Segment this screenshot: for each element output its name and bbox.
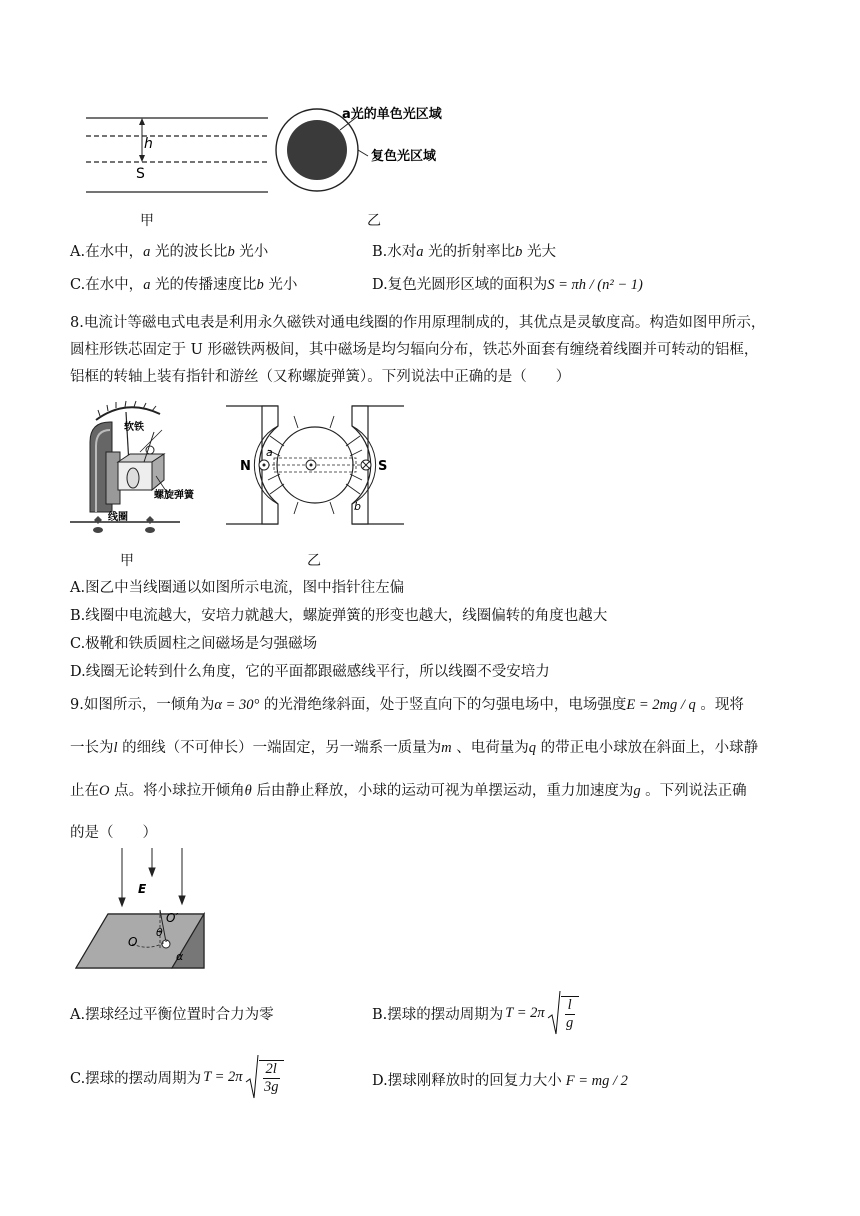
q7-option-c: C.在水中，a 光的传播速度比b 光小 xyxy=(70,277,298,293)
q9-option-c: C.摆球的摆动周期为 T = 2π 2l 3g xyxy=(70,1054,284,1100)
q8-fig1-label-spring: 螺旋弹簧 xyxy=(154,490,194,501)
q7-caption-yi: 乙 xyxy=(367,213,381,229)
q8-stem-line1: 8.电流计等磁电式电表是利用永久磁铁对通电线圈的作用原理制成的，其优点是灵敏度高。构造如图甲所示， xyxy=(70,315,766,331)
q8-fig2-N: N xyxy=(240,459,251,474)
q9-option-a: A.摆球经过平衡位置时合力为零 xyxy=(70,1007,274,1023)
q9-figure xyxy=(72,844,212,974)
q7-option-a: A.在水中，a 光的波长比b 光小 xyxy=(70,244,269,260)
q9-fig-O1: O′ xyxy=(166,911,179,925)
q8-caption-yi: 乙 xyxy=(307,553,321,569)
q8-option-c: C.极靴和铁质圆柱之间磁场是匀强磁场 xyxy=(70,636,318,652)
q7-fig1-h-label: h xyxy=(144,136,153,152)
q8-figure-yi xyxy=(222,398,408,534)
q8-caption-jia: 甲 xyxy=(120,553,134,569)
q7-fig2-label-a: a光的单色光区域 xyxy=(342,107,442,122)
q7-caption-jia: 甲 xyxy=(140,213,154,229)
q7-fig2-label-mix: 复色光区域 xyxy=(371,149,437,164)
q9-fig-alpha: α xyxy=(176,950,184,963)
q9-fig-theta: θ xyxy=(156,926,163,939)
q8-fig1-label-iron: 软铁 xyxy=(124,422,144,433)
q8-stem-line2: 圆柱形铁芯固定于 U 形磁铁两极间，其中磁场是均匀辐向分布，铁芯外面套有缠绕着线圈并可转动的铝框， xyxy=(70,342,759,358)
q9-stem-line3: 止在O 点。将小球拉开倾角θ 后由静止释放，小球的运动可视为单摆运动，重力加速度为g 。下列说法正确 xyxy=(70,783,747,799)
q7-fig1-s-label: S xyxy=(136,166,145,182)
q7-option-d: D.复色光圆形区域的面积为S = πh / (n² − 1) xyxy=(372,277,643,293)
q8-option-d: D.线圈无论转到什么角度，它的平面都跟磁感线平行，所以线圈不受安培力 xyxy=(70,664,550,680)
q9-stem-line1: 9.如图所示，一倾角为α = 30° 的光滑绝缘斜面，处于竖直向下的匀强电场中，电场强度E = 2mg / q 。现将 xyxy=(70,697,744,713)
q8-fig2-S: S xyxy=(378,459,388,474)
q8-option-b: B.线圈中电流越大，安培力就越大，螺旋弹簧的形变也越大，线圈偏转的角度也越大 xyxy=(70,608,608,624)
q7-figure-yi xyxy=(270,98,460,198)
q8-fig1-label-coil: 线圈 xyxy=(108,512,128,523)
q9-option-d: D.摆球刚释放时的回复力大小 F = mg / 2 xyxy=(372,1073,628,1089)
q7-option-b: B.水对a 光的折射率比b 光大 xyxy=(372,244,556,260)
q8-figure-jia xyxy=(70,392,220,540)
q8-stem-line3: 铝框的转轴上装有指针和游丝（又称螺旋弹簧）。下列说法中正确的是（ ） xyxy=(70,369,571,385)
q9-fig-E: E xyxy=(138,882,147,896)
q7-figure-jia xyxy=(78,98,278,198)
q8-option-a: A.图乙中当线圈通以如图所示电流，图中指针往左偏 xyxy=(70,580,405,596)
q9-stem-line2: 一长为l 的细线（不可伸长）一端固定，另一端系一质量为m 、电荷量为q 的带正电小球放在斜面上，小球静 xyxy=(70,740,759,756)
q9-fig-O: O xyxy=(128,935,138,949)
q8-fig2-b: b xyxy=(354,500,361,513)
q8-fig2-a: a xyxy=(266,446,273,459)
q9-option-b: B.摆球的摆动周期为 T = 2π l g xyxy=(372,990,579,1036)
q9-stem-line4: 的是（ ） xyxy=(70,825,157,841)
